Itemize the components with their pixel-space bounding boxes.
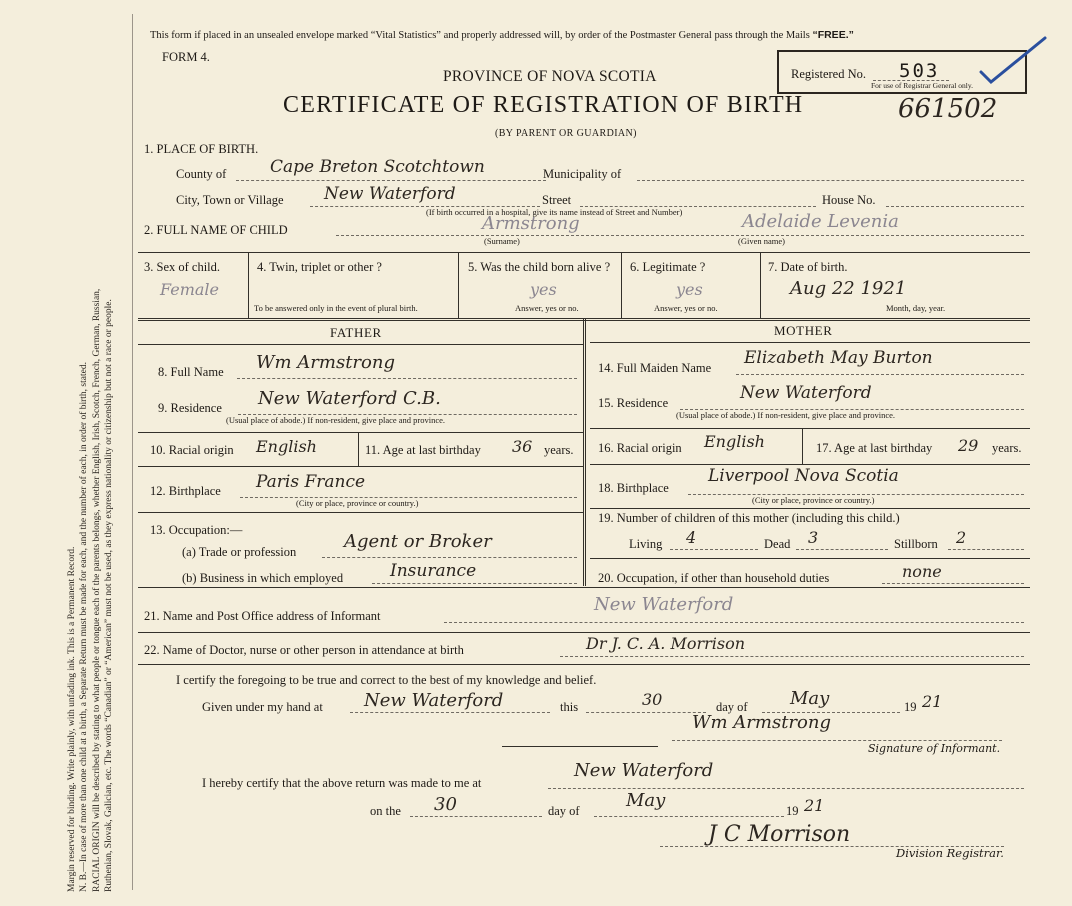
child-given-name: Adelaide Levenia (742, 211, 899, 232)
father-name-label: 8. Full Name (158, 365, 224, 379)
mother-race-value: English (704, 432, 765, 451)
given-month-value: May (790, 688, 830, 709)
father-occupation-label: 13. Occupation:— (150, 523, 243, 537)
mother-birthplace-label: 18. Birthplace (598, 481, 669, 495)
father-residence-value: New Waterford C.B. (258, 388, 441, 409)
father-residence-label: 9. Residence (158, 401, 222, 415)
county-label: County of (176, 167, 227, 181)
given-name-caption: (Given name) (738, 236, 785, 246)
margin-line-3: RACIAL ORIGIN will be described by stating to what people or tongue each of the parents belongs, whether English, Irish, Scotch, French, German, Russian, (91, 288, 102, 892)
stillborn-label: Stillborn (894, 537, 938, 551)
birth-date-label: 7. Date of birth. (768, 260, 848, 274)
living-label: Living (629, 537, 663, 551)
child-name-label: 2. FULL NAME OF CHILD (144, 223, 288, 237)
registrar-note: For use of Registrar General only. (871, 81, 973, 90)
mother-race-label: 16. Racial origin (598, 441, 682, 455)
mother-age-value: 29 (958, 436, 979, 455)
registered-label: Registered No. (791, 67, 866, 81)
dead-value: 3 (808, 528, 819, 547)
trade-value: Agent or Broker (344, 531, 492, 552)
child-surname: Armstrong (482, 213, 580, 234)
trade-label: (a) Trade or profession (182, 545, 297, 559)
form-number: FORM 4. (162, 50, 210, 64)
father-birthplace-value: Paris France (256, 472, 366, 492)
stillborn-value: 2 (956, 528, 967, 547)
doctor-label: 22. Name of Doctor, nurse or other person in attendance at birth (144, 643, 464, 657)
twin-note: To be answered only in the event of plural birth. (254, 303, 418, 313)
house-number-label: House No. (822, 193, 876, 207)
given-under-hand-label: Given under my hand at (202, 700, 323, 714)
municipality-label: Municipality of (543, 167, 622, 181)
birth-date-value: Aug 22 1921 (790, 278, 907, 299)
given-year-value: 21 (922, 692, 943, 711)
doctor-value: Dr J. C. A. Morrison (586, 634, 746, 653)
sex-value: Female (160, 280, 219, 299)
mother-birthplace-value: Liverpool Nova Scotia (708, 466, 899, 486)
father-birthplace-label: 12. Birthplace (150, 484, 221, 498)
informant-signature: Wm Armstrong (692, 712, 831, 733)
alive-label: 5. Was the child born alive ? (468, 260, 611, 274)
informant-value: New Waterford (594, 594, 734, 615)
business-label: (b) Business in which employed (182, 571, 344, 585)
birth-date-note: Month, day, year. (886, 303, 946, 313)
hospital-note: (If birth occurred in a hospital, give its name instead of Street and Number) (426, 207, 683, 217)
given-year-prefix: 19 (904, 700, 917, 714)
city-value: New Waterford (324, 184, 456, 204)
father-age-label: 11. Age at last birthday (365, 443, 481, 457)
place-section-label: 1. PLACE OF BIRTH. (144, 142, 259, 156)
margin-line-2: N. B.—In case of more than one child at a birth, a Separate Return must be made for each, and the number of each, in order of birth, stated. (79, 362, 90, 892)
father-residence-note: (Usual place of abode.) If non-resident, give place and province. (226, 415, 446, 425)
mother-age-label: 17. Age at last birthday (816, 441, 933, 455)
this-label: this (560, 700, 579, 714)
legitimate-label: 6. Legitimate ? (630, 260, 706, 274)
margin-line-1: Margin reserved for binding. Write plainly, with unfading ink. This is a Permanent Record. (67, 546, 77, 892)
mother-residence-value: New Waterford (740, 383, 872, 403)
given-place-value: New Waterford (364, 690, 504, 711)
informant-signature-caption: Signature of Informant. (868, 742, 1001, 755)
registrar-dayof-label: day of (548, 804, 580, 818)
father-age-unit: years. (544, 443, 574, 457)
postal-free: “FREE.” (812, 29, 854, 41)
mother-age-unit: years. (992, 441, 1022, 455)
registrar-month-value: May (626, 790, 666, 811)
alive-value: yes (530, 280, 557, 299)
mother-name-label: 14. Full Maiden Name (598, 361, 712, 375)
registrar-caption: Division Registrar. (896, 846, 1004, 860)
informant-label: 21. Name and Post Office address of Informant (144, 609, 381, 623)
margin-instructions (66, 12, 115, 892)
given-dayof-label: day of (716, 700, 748, 714)
father-race-value: English (256, 437, 317, 456)
checkmark-icon (965, 30, 1055, 90)
father-age-value: 36 (512, 437, 533, 456)
mother-birthplace-note: (City or place, province or country.) (752, 495, 875, 505)
mother-occupation-label: 20. Occupation, if other than household duties (598, 571, 830, 585)
binding-margin-line (132, 14, 133, 890)
twin-label: 4. Twin, triplet or other ? (257, 260, 382, 274)
document-subtitle: (BY PARENT OR GUARDIAN) (495, 128, 637, 139)
postal-note: This form if placed in an unsealed envelope marked “Vital Statistics” and properly addressed will, by order of the Postmaster General pass through the Mails “FREE.” (150, 29, 854, 41)
registrar-year-prefix: 19 (786, 804, 799, 818)
dead-label: Dead (764, 537, 791, 551)
mother-heading: MOTHER (774, 323, 833, 338)
alive-note: Answer, yes or no. (515, 303, 579, 313)
mother-residence-label: 15. Residence (598, 396, 669, 410)
father-birthplace-note: (City or place, province or country.) (296, 498, 419, 508)
province-name: PROVINCE OF NOVA SCOTIA (443, 68, 657, 85)
onthe-label: on the (370, 804, 401, 818)
registrar-day-value: 30 (434, 794, 457, 815)
mother-name-value: Elizabeth May Burton (744, 348, 933, 368)
registered-value: 503 (899, 60, 940, 82)
children-count-label: 19. Number of children of this mother (including this child.) (598, 511, 900, 525)
certify-statement: I certify the foregoing to be true and correct to the best of my knowledge and belief. (176, 673, 597, 687)
registrar-year-value: 21 (804, 796, 825, 815)
street-label: Street (542, 193, 572, 207)
legitimate-value: yes (676, 280, 703, 299)
father-name-value: Wm Armstrong (256, 352, 395, 373)
surname-caption: (Surname) (484, 236, 520, 246)
mother-occupation-value: none (902, 562, 942, 581)
county-value: Cape Breton Scotchtown (270, 157, 485, 177)
handwritten-number: 661502 (898, 94, 998, 124)
mother-residence-note: (Usual place of abode.) If non-resident, give place and province. (676, 410, 896, 420)
business-value: Insurance (390, 561, 477, 581)
registrar-place-value: New Waterford (574, 760, 714, 781)
city-label: City, Town or Village (176, 193, 284, 207)
registrar-signature: J C Morrison (708, 822, 851, 847)
living-value: 4 (686, 528, 697, 547)
margin-line-4: Ruthenian, Slovak, Galician, etc. The words “Canadian” or “American” must not be used, as they express nationality or citizenship but not a race or people. (103, 299, 114, 892)
sex-label: 3. Sex of child. (144, 260, 221, 274)
document-title: CERTIFICATE OF REGISTRATION OF BIRTH (283, 92, 804, 118)
given-day-value: 30 (642, 690, 663, 709)
legitimate-note: Answer, yes or no. (654, 303, 718, 313)
registrar-statement: I hereby certify that the above return was made to me at (202, 776, 482, 790)
father-race-label: 10. Racial origin (150, 443, 234, 457)
father-heading: FATHER (330, 325, 382, 340)
